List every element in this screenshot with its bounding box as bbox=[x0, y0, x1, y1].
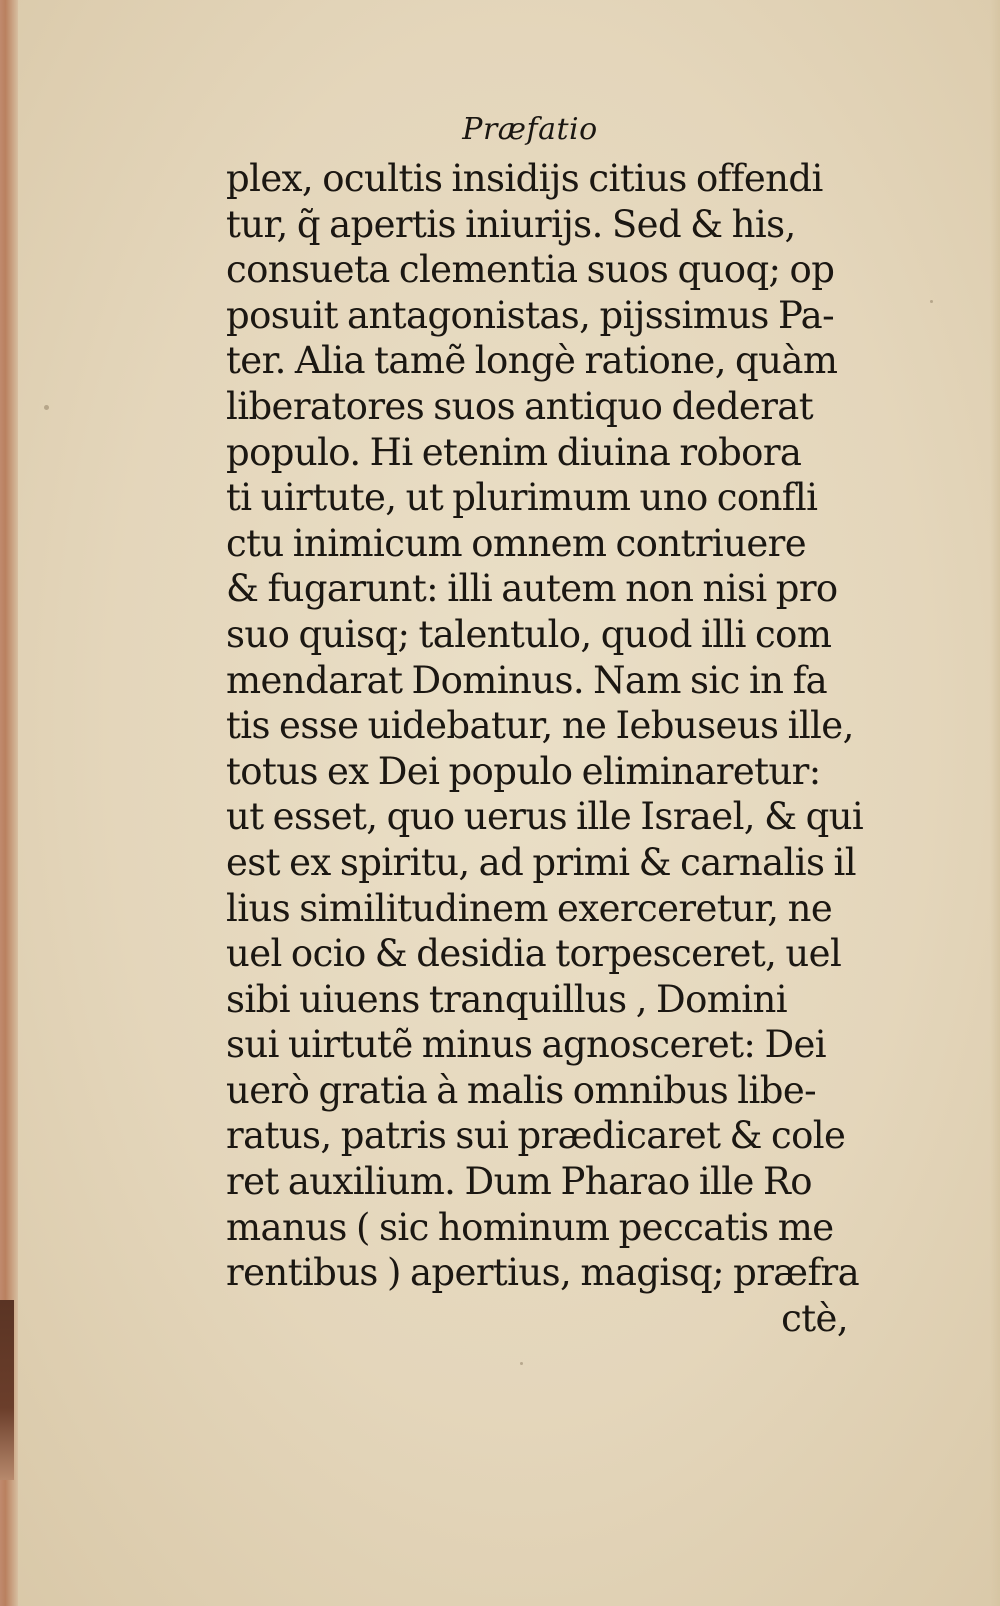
text-line: rentibus ) apertius, magisq; præfra bbox=[226, 1251, 860, 1295]
text-line: sibi uiuens tranquillus , Domini bbox=[226, 977, 787, 1021]
text-line: mendarat Dominus. Nam sic in fa bbox=[226, 658, 828, 702]
text-line: consueta clementia suos quoq; op bbox=[226, 248, 835, 292]
edge-stain bbox=[0, 1300, 14, 1480]
text-line: manus ( sic hominum peccatis me bbox=[226, 1205, 834, 1249]
text-line: ctu inimicum omnem contriuere bbox=[226, 521, 807, 565]
text-line: lius similitudinem exerceretur, ne bbox=[226, 886, 833, 930]
text-line: populo. Hi etenim diuina robora bbox=[226, 430, 802, 474]
text-line: plex, ocultis insidijs citius offendi bbox=[226, 157, 823, 200]
text-line: uerò gratia à malis omnibus libe- bbox=[226, 1068, 817, 1112]
text-line: uel ocio & desidia torpesceret, uel bbox=[226, 932, 842, 976]
text-line: tur, q̃ apertis iniurijs. Sed & his, bbox=[226, 202, 796, 246]
text-line: ti uirtute, ut plurimum uno confli bbox=[226, 476, 818, 520]
text-body bbox=[226, 156, 866, 1341]
text-line: tis esse uidebatur, ne Iebuseus ille, bbox=[226, 704, 854, 748]
text-line: posuit antagonistas, pijssimus Pa- bbox=[226, 293, 834, 337]
text-line: est ex spiritu, ad primi & carnalis il bbox=[226, 840, 857, 884]
text-line: totus ex Dei populo eliminaretur: bbox=[226, 749, 821, 793]
text-line: ut esset, quo uerus ille Israel, & qui bbox=[226, 795, 864, 839]
paper-speck bbox=[44, 405, 49, 410]
text-line: sui uirtutẽ minus agnosceret: Dei bbox=[226, 1023, 827, 1067]
page-right-edge bbox=[990, 0, 1000, 1606]
text-line: ret auxilium. Dum Pharao ille Ro bbox=[226, 1160, 812, 1204]
catchword: ctè, bbox=[781, 1296, 848, 1340]
paper-speck bbox=[930, 300, 933, 303]
text-line: ratus, patris sui prædicaret & cole bbox=[226, 1114, 846, 1158]
text-line: liberatores suos antiquo dederat bbox=[226, 384, 814, 428]
text-line: & fugarunt: illi autem non nisi pro bbox=[226, 567, 838, 611]
running-head: Præfatio bbox=[462, 112, 598, 147]
text-line: ter. Alia tamẽ longè ratione, quàm bbox=[226, 339, 838, 383]
paper-speck bbox=[520, 1362, 523, 1365]
text-line: suo quisq; talentulo, quod illi com bbox=[226, 612, 832, 656]
